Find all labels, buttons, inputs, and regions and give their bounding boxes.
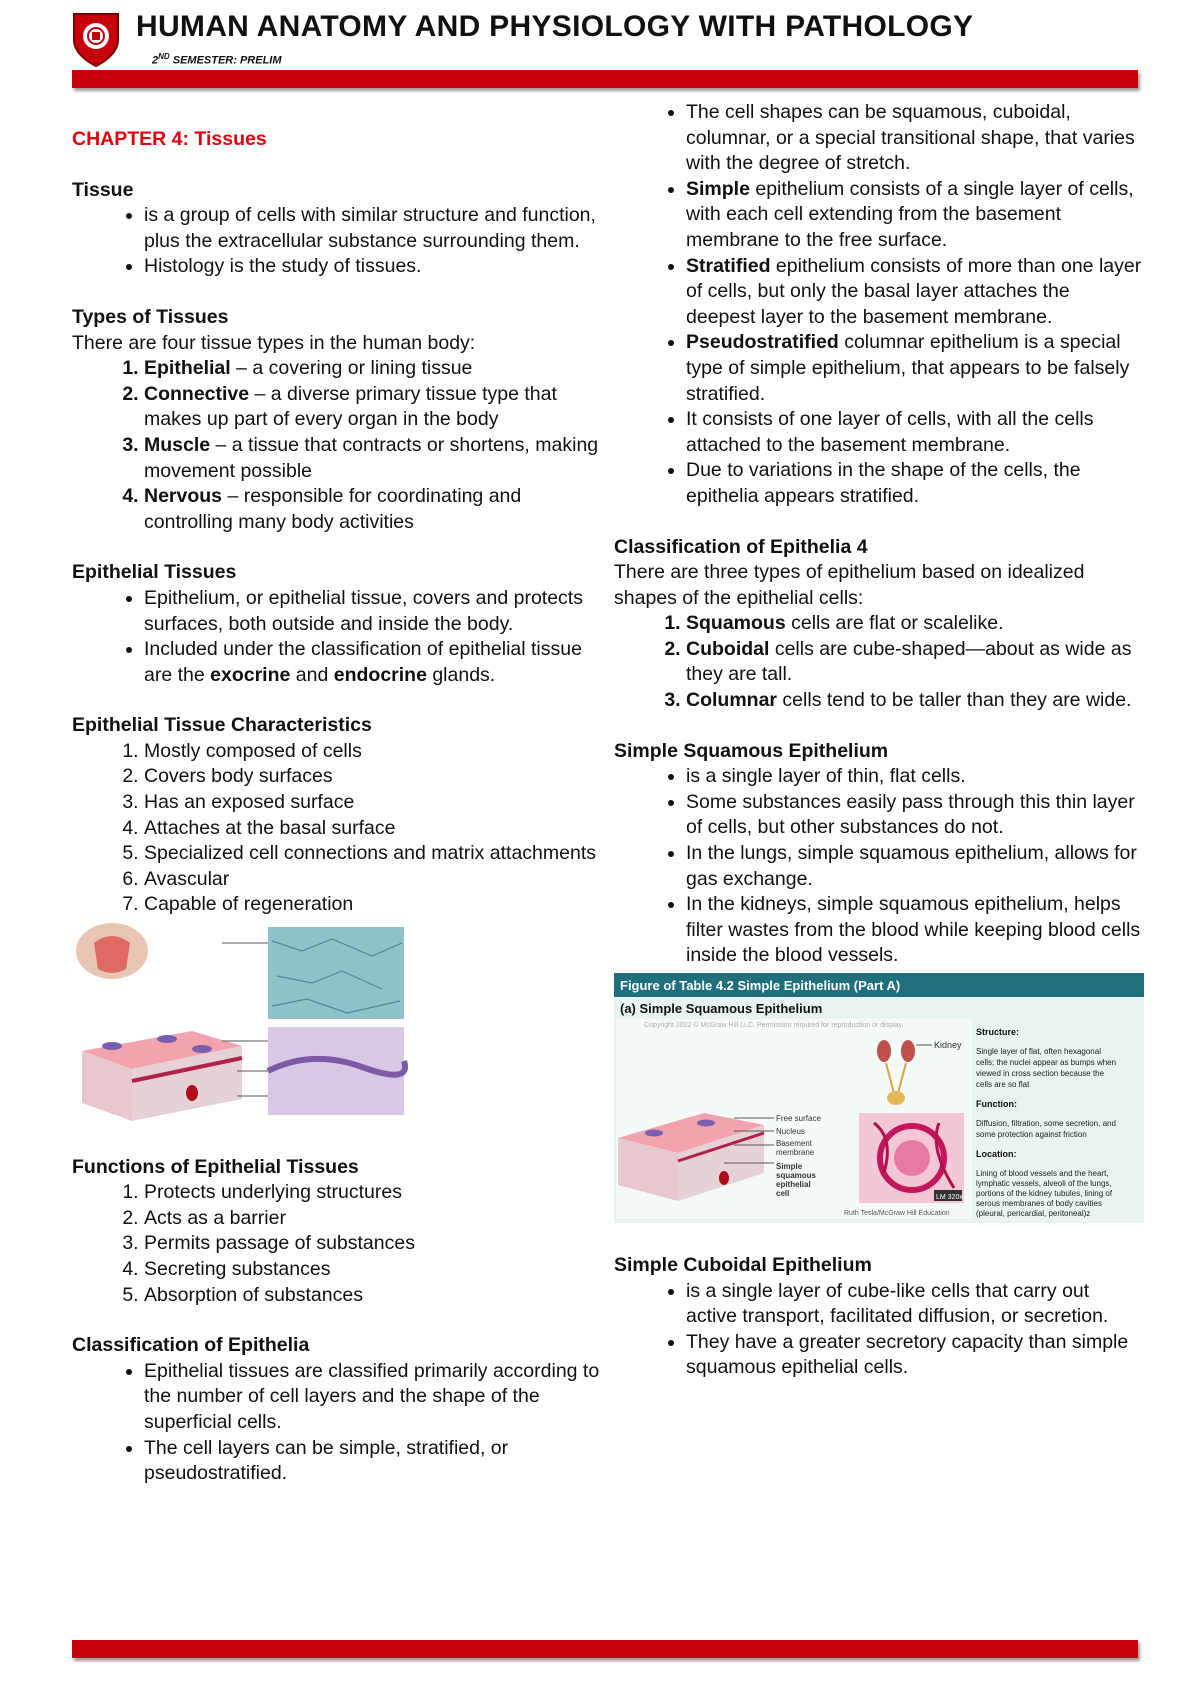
figure-function-heading: Function: [976, 1099, 1017, 1109]
list-item: • It consists of one layer of cells, with all the cells attached to the basement membrane. [686, 407, 1144, 458]
list-item: 4. Nervous – responsible for coordinating and controlling many body activities [144, 484, 602, 535]
figure-text: lymphatic vessels, alveoli of the lungs, [976, 1179, 1112, 1188]
list-item: 1. Protects underlying structures [144, 1180, 602, 1206]
document-title: HUMAN ANATOMY AND PHYSIOLOGY WITH PATHOLOGY [136, 10, 974, 43]
list-item: • In the kidneys, simple squamous epithelium, helps filter wastes from the blood while keeping blood cells inside the blood vessels. [686, 892, 1144, 969]
section-types-of-tissues [72, 305, 602, 535]
figure-label: Free surface [776, 1114, 821, 1123]
section-epithelial-tissues [72, 560, 602, 688]
figure-text: Diffusion, filtration, some secretion, and [976, 1119, 1116, 1128]
list-item: 5. Specialized cell connections and matrix attachments [144, 841, 602, 867]
list-item: 4. Attaches at the basal surface [144, 816, 602, 842]
footer-divider [72, 1640, 1138, 1658]
section-functions [72, 1155, 602, 1309]
section-heading: Classification of Epithelia [72, 1334, 310, 1357]
list-item: 4. Secreting substances [144, 1257, 602, 1283]
school-logo [70, 10, 122, 68]
list-item: • The cell shapes can be squamous, cuboidal, columnar, or a special transitional shape, that varies with the degree of stretch. [686, 100, 1144, 177]
list-item: 2. Connective – a diverse primary tissue type that makes up part of every organ in the body [144, 382, 602, 433]
figure-label: Simple [776, 1162, 803, 1171]
list-item: 3. Permits passage of substances [144, 1231, 602, 1257]
section-classification [72, 1333, 602, 1487]
section-characteristics [72, 713, 602, 918]
figure-label: squamous [776, 1171, 817, 1180]
list-item: • The cell layers can be simple, stratified, or pseudostratified. [144, 1436, 602, 1487]
list-item: • Histology is the study of tissues. [144, 254, 602, 280]
figure-label: epithelial [776, 1180, 811, 1189]
figure-subtitle: (a) Simple Squamous Epithelium [620, 1001, 823, 1016]
section-cell-layers [614, 100, 1144, 510]
left-column [72, 127, 602, 1487]
right-column [614, 100, 1144, 1381]
list-item: 1. Epithelial – a covering or lining tissue [144, 356, 602, 382]
section-intro: There are four tissue types in the human body: [72, 331, 476, 354]
figure-location-heading: Location: [976, 1149, 1017, 1159]
list-item: 2. Covers body surfaces [144, 764, 602, 790]
figure-text: cells are so flat [976, 1080, 1030, 1089]
list-item: • is a single layer of cube-like cells that carry out active transport, facilitated diffusion, or secretion. [686, 1279, 1144, 1330]
list-item: 1. Squamous cells are flat or scalelike. [686, 611, 1144, 637]
list-item: 5. Absorption of substances [144, 1283, 602, 1309]
list-item: • Some substances easily pass through this thin layer of cells, but other substances do not. [686, 790, 1144, 841]
figure-label: cell [776, 1189, 790, 1198]
figure-text: portions of the kidney tubules, lining of [976, 1189, 1113, 1198]
list-item: • They have a greater secretory capacity than simple squamous epithelial cells. [686, 1330, 1144, 1381]
list-item: 3. Has an exposed surface [144, 790, 602, 816]
figure-label: Basement [776, 1139, 813, 1148]
list-item: 2. Cuboidal cells are cube-shaped—about as wide as they are tall. [686, 637, 1144, 688]
list-item: 3. Muscle – a tissue that contracts or shortens, making movement possible [144, 433, 602, 484]
figure-label: Kidney [934, 1040, 962, 1050]
figure-text: Single layer of flat, often hexagonal [976, 1047, 1101, 1056]
figure-label: Nucleus [776, 1127, 805, 1136]
figure-title: Figure of Table 4.2 Simple Epithelium (Part A) [620, 978, 901, 993]
section-simple-squamous [614, 739, 1144, 969]
list-item: • Epithelial tissues are classified primarily according to the number of cell layers and the shape of the superficial cells. [144, 1359, 602, 1436]
list-item: • Epithelium, or epithelial tissue, covers and protects surfaces, both outside and inside the body. [144, 586, 602, 637]
section-tissue [72, 178, 602, 280]
list-item: • Stratified epithelium consists of more than one layer of cells, but only the basal layer attaches the deepest layer to the basement membrane. [686, 254, 1144, 331]
list-item: • is a group of cells with similar structure and function, plus the extracellular substance surrounding them. [144, 203, 602, 254]
section-classification-4 [614, 535, 1144, 714]
figure-label: membrane [776, 1148, 815, 1157]
chapter-title: CHAPTER 4: Tissues [72, 128, 267, 150]
list-item: 1. Mostly composed of cells [144, 739, 602, 765]
figure-text: cells; the nuclei appear as bumps when [976, 1058, 1117, 1067]
figure-structure-heading: Structure: [976, 1027, 1020, 1037]
section-heading: Simple Squamous Epithelium [614, 739, 889, 762]
section-heading: Epithelial Tissues [72, 561, 237, 584]
section-heading: Tissue [72, 178, 134, 201]
section-simple-cuboidal [614, 1253, 1144, 1381]
figure-text: some protection against friction [976, 1130, 1087, 1139]
figure-text: Lining of blood vessels and the heart, [976, 1169, 1109, 1178]
list-item: • In the lungs, simple squamous epithelium, allows for gas exchange. [686, 841, 1144, 892]
semester-label: 2ND SEMESTER: PRELIM [152, 52, 282, 67]
list-item: • Included under the classification of epithelial tissue are the exocrine and endocrine glands. [144, 637, 602, 688]
section-heading: Functions of Epithelial Tissues [72, 1155, 359, 1178]
magnification-label: LM 320x [936, 1194, 963, 1201]
list-item: • is a single layer of thin, flat cells. [686, 764, 1144, 790]
list-item: 3. Columnar cells tend to be taller than they are wide. [686, 688, 1144, 714]
epithelium-illustration [72, 921, 422, 1143]
section-heading: Simple Cuboidal Epithelium [614, 1254, 872, 1276]
figure-credit: Ruth Tesla/McGraw Hill Education [844, 1210, 950, 1217]
header-divider [72, 70, 1138, 88]
figure-text: serous membranes of body cavities [976, 1199, 1102, 1208]
list-item: • Pseudostratified columnar epithelium is a special type of simple epithelium, that appears to be falsely stratified. [686, 330, 1144, 407]
section-heading: Types of Tissues [72, 305, 229, 328]
list-item: • Due to variations in the shape of the cells, the epithelia appears stratified. [686, 458, 1144, 509]
list-item: • Simple epithelium consists of a single layer of cells, with each cell extending from the basement membrane to the free surface. [686, 177, 1144, 254]
section-heading: Epithelial Tissue Characteristics [72, 714, 372, 737]
list-item: 7. Capable of regeneration [144, 892, 602, 918]
figure-text: viewed in cross section because the [976, 1069, 1105, 1078]
simple-squamous-figure [614, 973, 1144, 1223]
section-heading: Classification of Epithelia 4 [614, 535, 868, 558]
section-intro: There are three types of epithelium based on idealized shapes of the epithelial cells: [614, 561, 1085, 609]
list-item: 6. Avascular [144, 867, 602, 893]
figure-text: (pleural, pericardial, peritoneal)z [976, 1209, 1091, 1218]
list-item: 2. Acts as a barrier [144, 1206, 602, 1232]
